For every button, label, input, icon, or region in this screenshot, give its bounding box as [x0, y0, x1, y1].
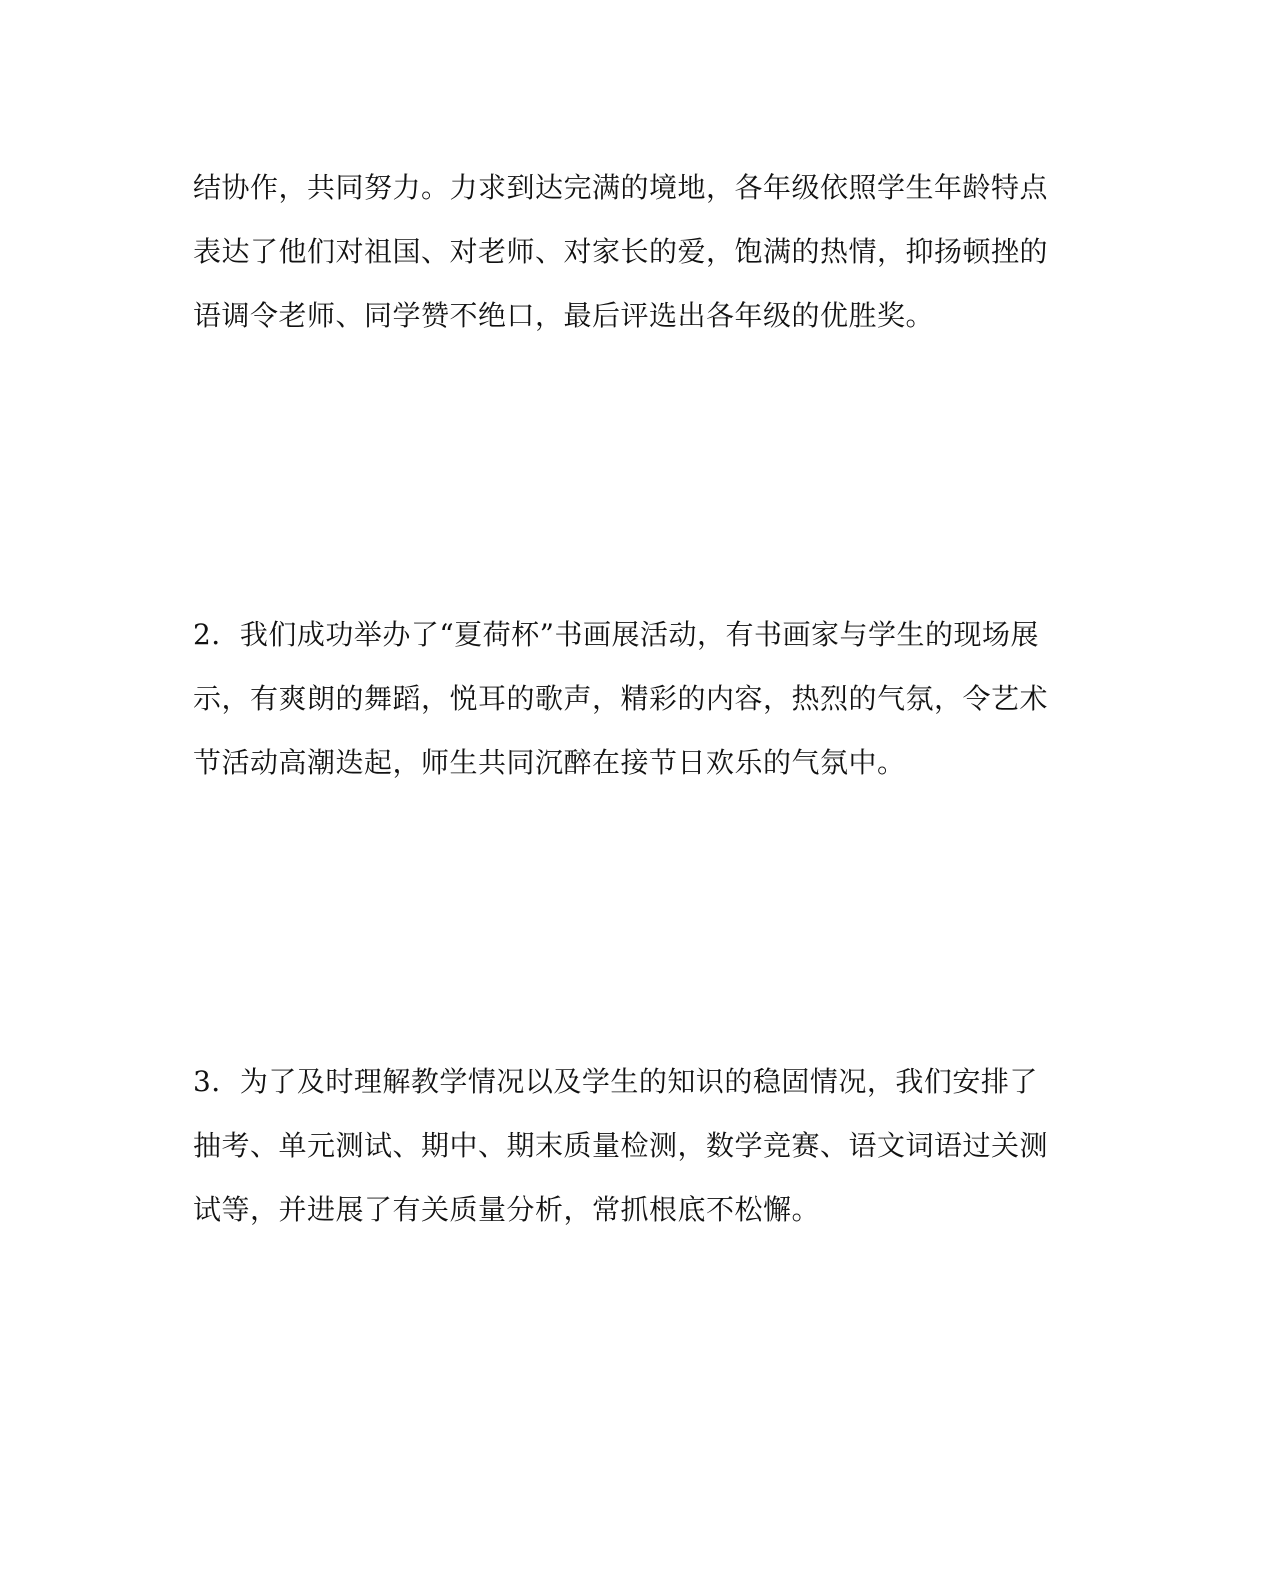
- paragraph-line: 3．为了及时理解教学情况以及学生的知识的稳固情况，我们安排了: [193, 1065, 1038, 1098]
- paragraph-line: 结协作，共同努力。力求到达完满的境地，各年级依照学生年龄特点: [193, 171, 1049, 204]
- paragraph-line: 抽考、单元测试、期中、期末质量检测，数学竞赛、语文词语过关测: [193, 1129, 1049, 1162]
- paragraph-line: 表达了他们对祖国、对老师、对家长的爱，饱满的热情，抑扬顿挫的: [193, 235, 1049, 268]
- paragraph-line: 试等，并进展了有关质量分析，常抓根底不松懈。: [193, 1193, 821, 1226]
- paragraph-line: 示，有爽朗的舞蹈，悦耳的歌声，精彩的内容，热烈的气氛，令艺术: [193, 682, 1049, 715]
- paragraph-line: 语调令老师、同学赞不绝口，最后评选出各年级的优胜奖。: [193, 299, 935, 332]
- paragraph-line: 2．我们成功举办了“夏荷杯”书画展活动，有书画家与学生的现场展: [193, 618, 1039, 651]
- paragraph-line: 节活动高潮迭起，师生共同沉醉在接节日欢乐的气氛中。: [193, 746, 906, 779]
